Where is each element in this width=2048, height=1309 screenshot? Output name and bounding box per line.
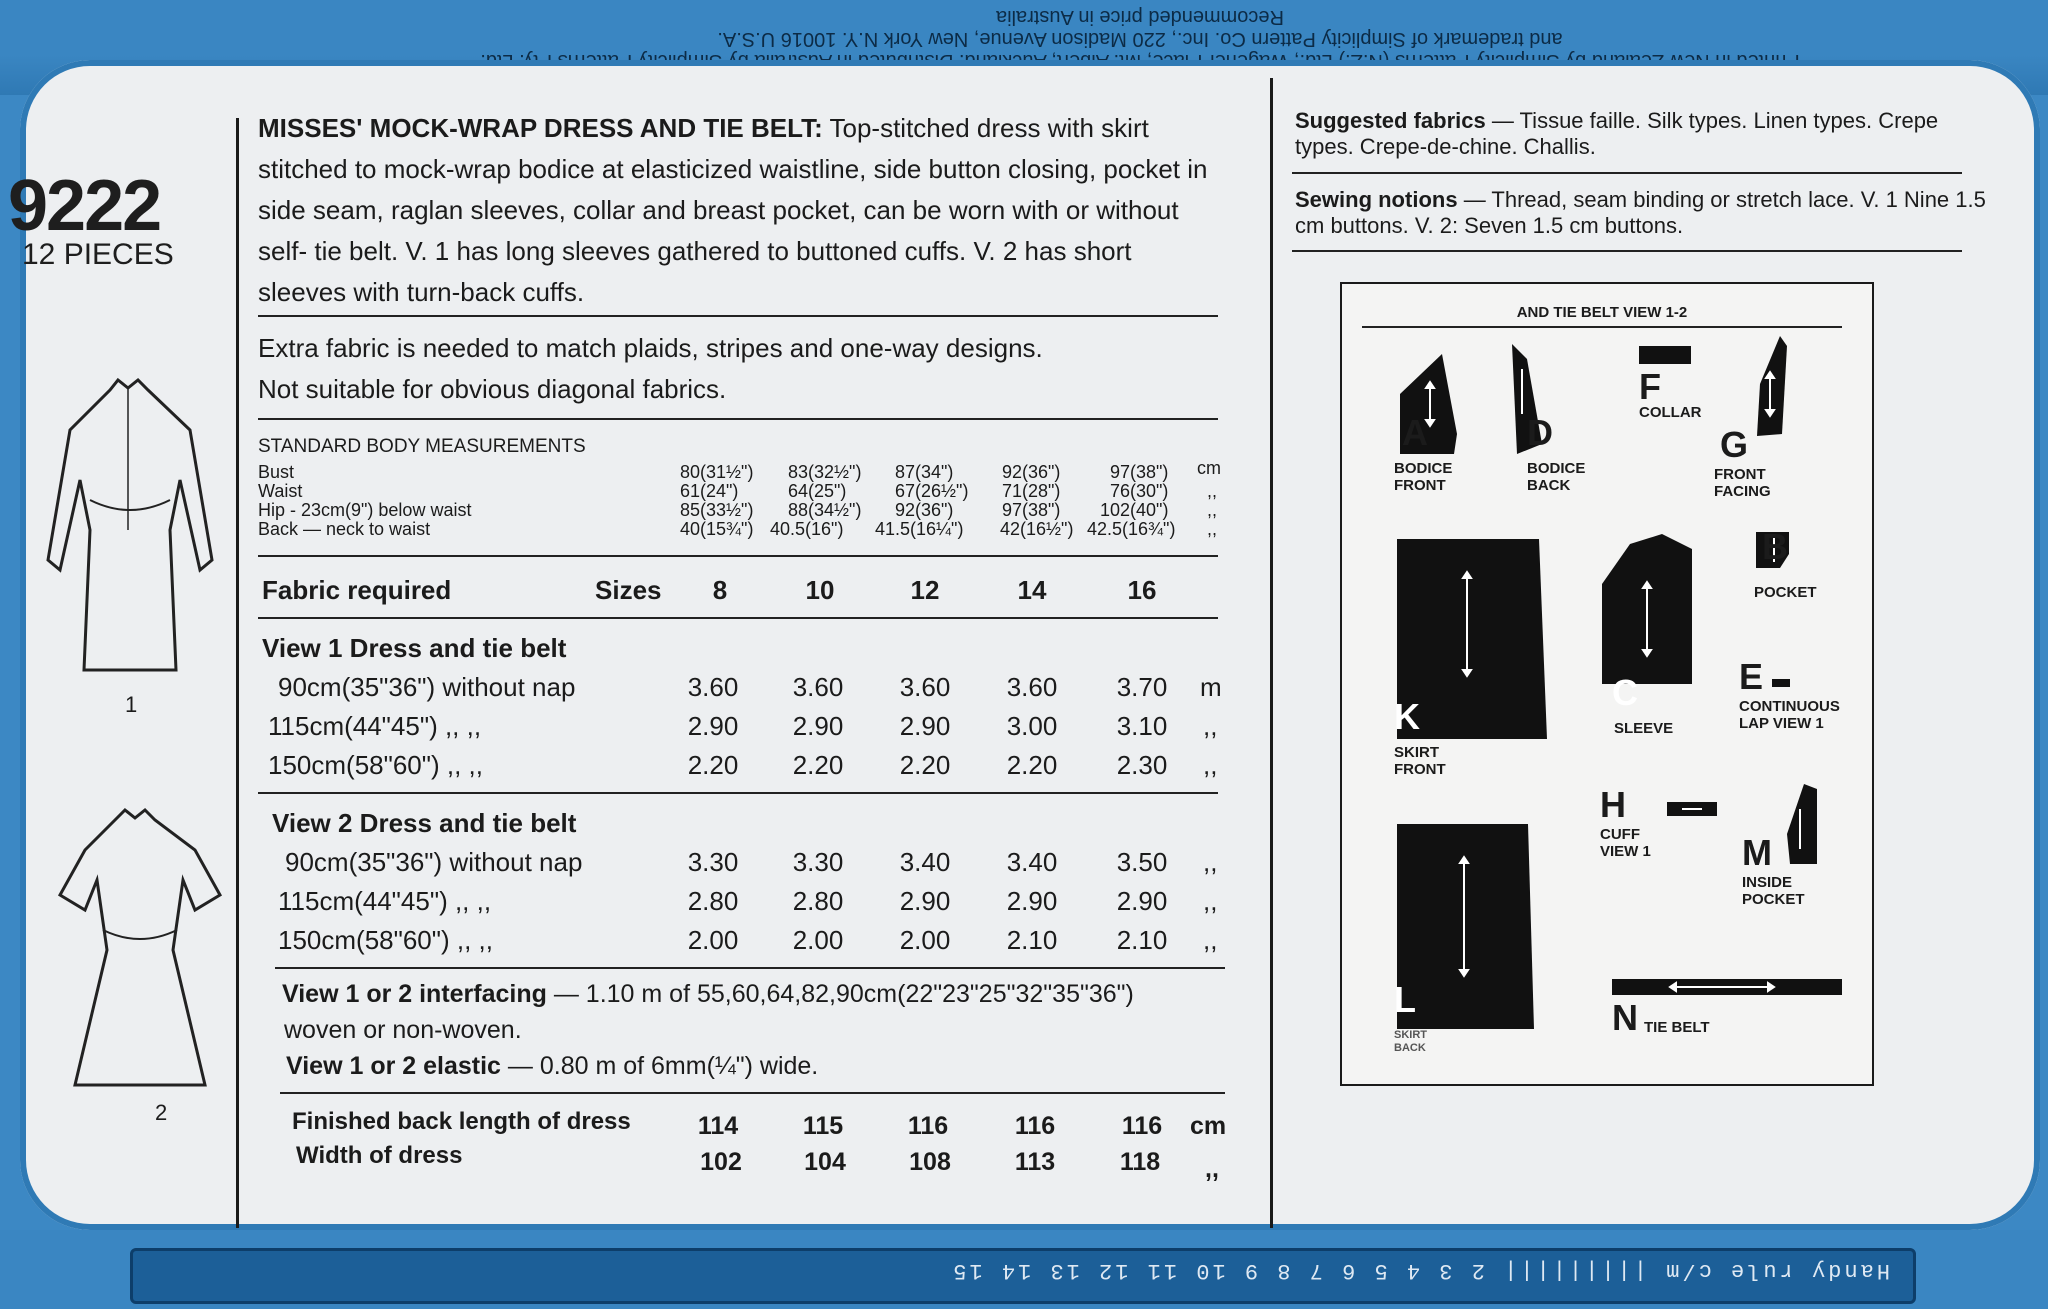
finished-value: 116 [1121, 1112, 1163, 1140]
suggested-fabrics-text: — Tissue faille. Silk types. Linen types. Crepe types. Crepe-de-chine. Challis. [1295, 108, 1939, 159]
pieces-chart-title: AND TIE BELT VIEW 1-2 [1516, 304, 1688, 321]
bm-value: 92(36") [895, 500, 954, 520]
interfacing-label: View 1 or 2 interfacing [282, 980, 547, 1008]
finished-length-label: Finished back length of dress [292, 1108, 631, 1135]
piece-letter: N [1612, 997, 1638, 1038]
bm-value: 41.5(16¼") [875, 519, 964, 539]
piece-letter: D [1527, 412, 1553, 453]
piece-label: POCKET [1754, 584, 1817, 601]
bm-unit: ,, [1207, 481, 1218, 501]
bm-value: 67(26½") [895, 481, 969, 501]
unit: ,, [1203, 711, 1218, 741]
bm-value: 83(32½") [788, 462, 862, 482]
view-2-label: 2 [155, 1100, 168, 1125]
view-1-title: View 1 Dress and tie belt [262, 633, 567, 663]
bm-value: 42.5(16¾") [1087, 519, 1176, 539]
fabric-required-title: Fabric required [262, 575, 452, 605]
description-body: Top-stitched dress with skirt stitched to mock-wrap bodice at elasticized waistline, side button closing, pocket in side seam, raglan sleeves, collar and breast pocket, can be worn with or without self- tie belt. V. 1 has long sleeves gathered to buttoned cuffs. V. 2 has short sleeves with turn-back cuffs. [258, 113, 1208, 307]
sewing-notions-text: — Thread, seam binding or stretch lace. V. 1 Nine 1.5 cm buttons. V. 2: Seven 1.5 cm buttons. [1295, 187, 1986, 238]
yardage: 3.60 [899, 672, 951, 702]
fabric-row-label: 150cm(58"60") ,, ,, [268, 750, 483, 780]
sizes-label: Sizes [595, 575, 662, 605]
piece-label: FRONT FACING [1714, 466, 1771, 500]
size-header: 14 [1017, 575, 1047, 605]
yardage: 3.40 [1006, 847, 1058, 877]
piece-label: SKIRT BACK [1394, 1029, 1427, 1054]
piece-label: SLEEVE [1614, 720, 1674, 737]
piece-label: BODICE FRONT [1394, 460, 1453, 494]
fabric-row-label: 90cm(35"36") without nap [285, 847, 583, 877]
piece-l-shape [1397, 824, 1534, 1029]
yardage: 2.00 [687, 925, 739, 955]
bm-value: 42(16½") [1000, 519, 1074, 539]
rule [258, 555, 1218, 557]
fabric-row-label: 115cm(44"45") ,, ,, [278, 886, 492, 916]
back-label: Back — neck to waist [258, 519, 431, 539]
finished-value: 116 [1014, 1112, 1056, 1140]
interfacing-line [282, 980, 1134, 1009]
piece-letter: H [1600, 784, 1626, 825]
yardage: 2.90 [687, 711, 739, 741]
piece-m-shape [1787, 784, 1817, 864]
finished-value: 115 [802, 1112, 844, 1140]
interfacing-text-2: woven or non-woven. [284, 1016, 522, 1044]
yardage: 3.30 [792, 847, 844, 877]
bm-value: 102(40") [1100, 500, 1169, 520]
bm-value: 40.5(16") [770, 519, 844, 539]
divider-middle [1270, 78, 1273, 1228]
rule [258, 418, 1218, 420]
bm-value: 76(30") [1110, 481, 1169, 501]
rule [258, 617, 1218, 619]
bm-value: 85(33½") [680, 500, 754, 520]
hip-label: Hip - 23cm(9") below waist [258, 500, 472, 520]
yardage: 2.20 [1006, 750, 1058, 780]
rule [280, 1092, 1225, 1094]
rule [275, 967, 1225, 969]
view-1-label: 1 [125, 692, 138, 717]
piece-letter: F [1639, 366, 1661, 407]
rule [258, 315, 1218, 317]
bm-unit: cm [1197, 458, 1221, 478]
bm-value: 87(34") [895, 462, 954, 482]
fabric-row-label: 90cm(35"36") without nap [278, 672, 576, 702]
yardage: 2.80 [792, 886, 844, 916]
piece-label: SKIRT FRONT [1394, 744, 1446, 778]
piece-letter: K [1394, 696, 1420, 737]
piece-label: BODICE BACK [1527, 460, 1586, 494]
yardage: 2.10 [1006, 925, 1058, 955]
waist-label: Waist [258, 481, 303, 501]
unit: ,, [1203, 750, 1218, 780]
unit: ,, [1203, 847, 1218, 877]
view-2-title: View 2 Dress and tie belt [272, 808, 577, 838]
yardage: 2.90 [1006, 886, 1058, 916]
yardage: 3.60 [687, 672, 739, 702]
view-1-sketch [40, 370, 220, 690]
piece-label: COLLAR [1639, 404, 1702, 421]
unit: cm [1190, 1112, 1227, 1140]
pieces-count: 12 PIECES [22, 238, 174, 271]
divider-left [236, 118, 239, 1228]
bm-value: 92(36") [1002, 462, 1061, 482]
elastic-line [286, 1052, 818, 1081]
piece-letter: E [1739, 656, 1764, 697]
piece-label: CONTINUOUS LAP VIEW 1 [1739, 698, 1840, 732]
size-header: 10 [805, 575, 835, 605]
yardage: 3.00 [1006, 711, 1058, 741]
piece-g-shape [1757, 336, 1787, 436]
size-header: 8 [712, 575, 728, 605]
pattern-pieces-chart [1340, 282, 1874, 1086]
fabric-notes [258, 328, 1218, 410]
bust-label: Bust [258, 462, 295, 482]
note-line-2: Not suitable for obvious diagonal fabrics. [258, 374, 727, 404]
body-measurements-title: STANDARD BODY MEASUREMENTS [258, 436, 586, 457]
piece-letter: L [1394, 979, 1416, 1020]
yardage: 3.60 [1006, 672, 1058, 702]
finished-value: 114 [697, 1112, 739, 1140]
fabric-row-label: 150cm(58"60") ,, ,, [278, 925, 493, 955]
yardage: 2.80 [687, 886, 739, 916]
bm-value: 88(34½") [788, 500, 862, 520]
width-label: Width of dress [296, 1142, 463, 1169]
yardage: 3.70 [1116, 672, 1168, 702]
unit: ,, [1205, 1155, 1219, 1183]
bm-unit: ,, [1207, 519, 1218, 539]
rule [258, 792, 1218, 794]
bm-value: 97(38") [1110, 462, 1169, 482]
piece-letter: B [1762, 526, 1788, 567]
finished-value: 118 [1119, 1148, 1161, 1176]
yardage: 2.20 [687, 750, 739, 780]
yardage: 3.60 [792, 672, 844, 702]
finished-value: 102 [700, 1148, 742, 1176]
yardage: 2.90 [1116, 886, 1168, 916]
finished-value: 116 [907, 1112, 949, 1140]
description-title: MISSES' MOCK-WRAP DRESS AND TIE BELT: [258, 113, 823, 143]
rule [1292, 172, 1962, 174]
finished-value: 104 [804, 1148, 846, 1176]
yardage: 2.90 [792, 711, 844, 741]
elastic-label: View 1 or 2 elastic [286, 1052, 501, 1080]
elastic-text: — 0.80 m of 6mm(¼") wide. [507, 1052, 819, 1080]
bm-value: 40(15¾") [680, 519, 754, 539]
yardage: 2.10 [1116, 925, 1168, 955]
bm-unit: ,, [1207, 500, 1218, 520]
size-header: 12 [910, 575, 940, 605]
note-line-1: Extra fabric is needed to match plaids, stripes and one-way designs. [258, 333, 1043, 363]
yardage: 2.20 [792, 750, 844, 780]
bm-value: 97(38") [1002, 500, 1061, 520]
ruler-text: Handy rule c/m ||||||||| 2 3 4 5 6 7 8 9 10 11 12 13 14 15 [950, 1258, 1890, 1283]
size-header: 16 [1127, 575, 1157, 605]
piece-e-shape [1772, 679, 1790, 687]
mirrored-print-text: and trademark of Simplicity Pattern Co. Inc., 220 Madison Avenue, New York N.Y. 10016 U.S.A. Recommended price in Australia [717, 6, 1563, 50]
yardage: 2.90 [899, 711, 951, 741]
sewing-notions-label: Sewing notions [1295, 187, 1458, 212]
rule [1292, 250, 1962, 252]
pattern-piece-shapes [1342, 284, 1872, 1084]
yardage: 2.00 [899, 925, 951, 955]
yardage: 2.90 [899, 886, 951, 916]
yardage: 2.30 [1116, 750, 1168, 780]
suggested-fabrics [1295, 108, 1995, 160]
finished-value: 113 [1014, 1148, 1056, 1176]
sewing-notions [1295, 187, 1995, 239]
pattern-description [258, 108, 1218, 313]
piece-label: INSIDE POCKET [1742, 874, 1805, 908]
yardage: 2.00 [792, 925, 844, 955]
yardage: 3.40 [899, 847, 951, 877]
bm-value: 64(25") [788, 481, 847, 501]
fabric-row-label: 115cm(44"45") ,, ,, [268, 711, 482, 741]
bm-value: 61(24") [680, 481, 739, 501]
yardage: 3.50 [1116, 847, 1168, 877]
interfacing-text: — 1.10 m of 55,60,64,82,90cm(22"23"25"32"35"36") [553, 980, 1134, 1008]
piece-label: TIE BELT [1644, 1019, 1710, 1036]
piece-letter: C [1612, 672, 1638, 713]
yardage: 2.20 [899, 750, 951, 780]
unit: m [1200, 672, 1222, 702]
bm-value: 80(31½") [680, 462, 754, 482]
piece-letter: G [1720, 424, 1749, 465]
unit: ,, [1203, 886, 1218, 916]
piece-f-shape [1639, 346, 1691, 364]
yardage: 3.30 [687, 847, 739, 877]
bm-value: 71(28") [1002, 481, 1061, 501]
view-2-sketch [55, 800, 225, 1100]
piece-letter: M [1742, 832, 1772, 873]
piece-letter: A [1402, 412, 1428, 453]
yardage: 3.10 [1116, 711, 1168, 741]
suggested-fabrics-label: Suggested fabrics [1295, 108, 1486, 133]
unit: ,, [1203, 925, 1218, 955]
finished-value: 108 [909, 1148, 951, 1176]
piece-label: CUFF VIEW 1 [1600, 826, 1651, 860]
pattern-number: 9222 [8, 166, 161, 246]
